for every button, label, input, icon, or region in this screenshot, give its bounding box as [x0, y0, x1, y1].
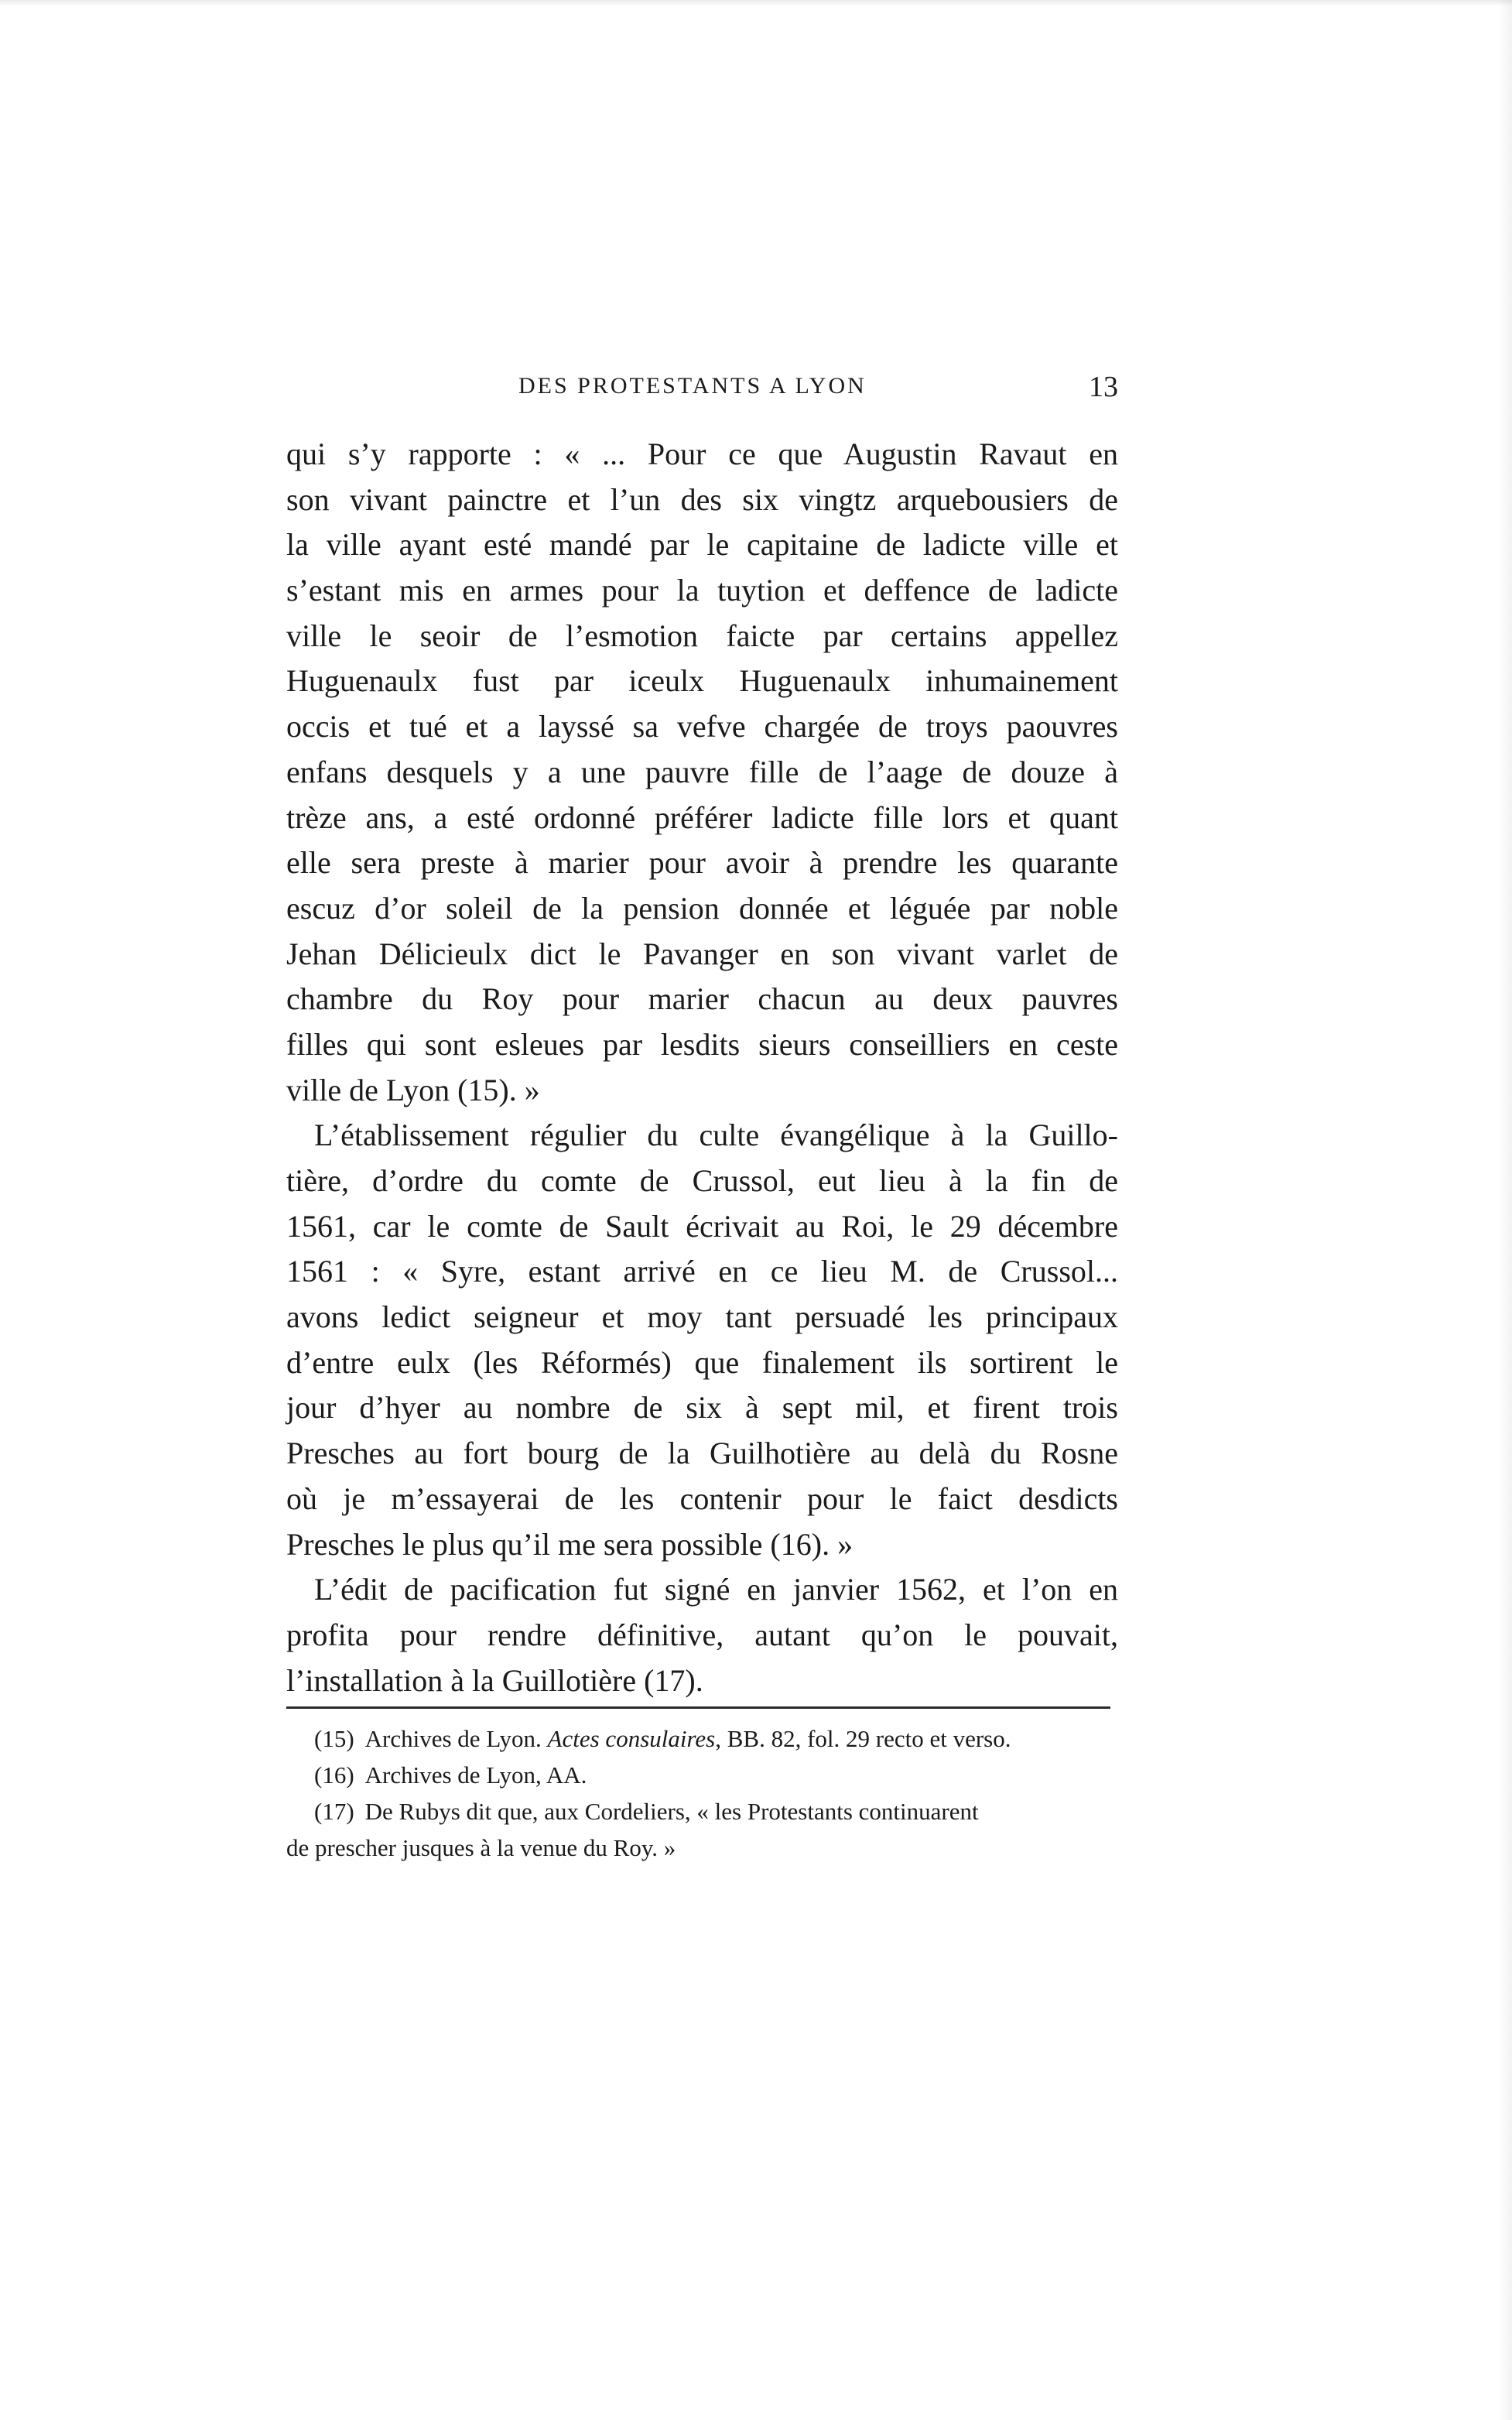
footnote-16: [286, 1757, 1118, 1793]
body-text: [286, 432, 1118, 1703]
footnote-italic-text: Actes consulaires: [547, 1725, 716, 1752]
body-line: avons ledict seigneur et moy tant persuadé les principaux: [286, 1299, 1118, 1335]
body-line: ville le seoir de l’esmotion faicte par certains appellez: [286, 618, 1118, 653]
body-line: Presches le plus qu’il me sera possible (16). »: [286, 1526, 853, 1562]
body-line: L’édit de pacification fut signé en janvier 1562, et l’on en: [314, 1572, 1118, 1607]
page-number: 13: [1089, 371, 1118, 403]
body-line: Jehan Délicieulx dict le Pavanger en son vivant varlet de: [286, 936, 1118, 971]
footnote-marker: (15): [314, 1725, 354, 1752]
body-line: son vivant painctre et l’un des six vingtz arquebousiers de: [286, 481, 1118, 517]
body-line: ville de Lyon (15). »: [286, 1072, 540, 1107]
body-line: filles qui sont esleues par lesdits sieurs conseilliers en ceste: [286, 1026, 1118, 1062]
footnote-17-continuation: de prescher jusques à la venue du Roy. »: [286, 1834, 676, 1861]
body-line: s’estant mis en armes pour la tuytion et deffence de ladicte: [286, 573, 1118, 608]
body-line: L’établissement régulier du culte évangélique à la Guillo-: [314, 1118, 1118, 1153]
footnote-divider: [286, 1706, 1110, 1709]
body-line: escuz d’or soleil de la pension donnée et léguée par noble: [286, 890, 1118, 926]
scan-top-edge: [0, 0, 1512, 6]
body-line: Huguenaulx fust par iceulx Huguenaulx inhumainement: [286, 663, 1118, 699]
running-title: DES PROTESTANTS A LYON: [518, 373, 867, 399]
footnote-marker: (17): [314, 1798, 354, 1825]
footnote-17: [286, 1793, 1118, 1830]
footnote-marker: (16): [314, 1761, 354, 1788]
running-head: [286, 370, 1118, 409]
body-line: chambre du Roy pour marier chacun au deux pauvres: [286, 981, 1118, 1017]
body-line: elle sera preste à marier pour avoir à prendre les quarante: [286, 845, 1118, 881]
footnote-text: De Rubys dit que, aux Cordeliers, « les Protestants continuarent: [364, 1798, 979, 1825]
body-line: 1561, car le comte de Sault écrivait au Roi, le 29 décembre: [286, 1208, 1118, 1244]
footnote-text: Archives de Lyon, AA.: [364, 1761, 587, 1788]
body-line: tière, d’ordre du comte de Crussol, eut lieu à la fin de: [286, 1163, 1118, 1198]
body-line: trèze ans, a esté ordonné préférer ladicte fille lors et quant: [286, 799, 1118, 835]
body-line: occis et tué et a layssé sa vefve chargée de troys paouvres: [286, 709, 1118, 744]
body-line: enfans desquels y a une pauvre fille de l’aage de douze à: [286, 754, 1118, 789]
scan-right-edge: [1498, 0, 1512, 2420]
body-line: qui s’y rapporte : « ... Pour ce que Augustin Ravaut en: [286, 436, 1118, 471]
body-line: la ville ayant esté mandé par le capitaine de ladicte ville et: [286, 527, 1118, 563]
footnotes: [286, 1720, 1118, 1866]
body-line: 1561 : « Syre, estant arrivé en ce lieu M. de Crussol...: [286, 1254, 1118, 1289]
body-line: profita pour rendre définitive, autant qu’on le pouvait,: [286, 1617, 1118, 1652]
body-line: Presches au fort bourg de la Guilhotière au delà du Rosne: [286, 1436, 1118, 1471]
footnote-text: , BB. 82, fol. 29 recto et verso.: [715, 1725, 1011, 1752]
body-line: l’installation à la Guillotière (17).: [286, 1662, 703, 1698]
body-line: jour d’hyer au nombre de six à sept mil, et firent trois: [286, 1390, 1118, 1426]
body-line: où je m’essayerai de les contenir pour le faict desdicts: [286, 1480, 1118, 1516]
footnote-15: [286, 1720, 1118, 1757]
body-line: d’entre eulx (les Réformés) que finalement ils sortirent le: [286, 1344, 1118, 1380]
footnote-text: Archives de Lyon.: [364, 1725, 548, 1752]
